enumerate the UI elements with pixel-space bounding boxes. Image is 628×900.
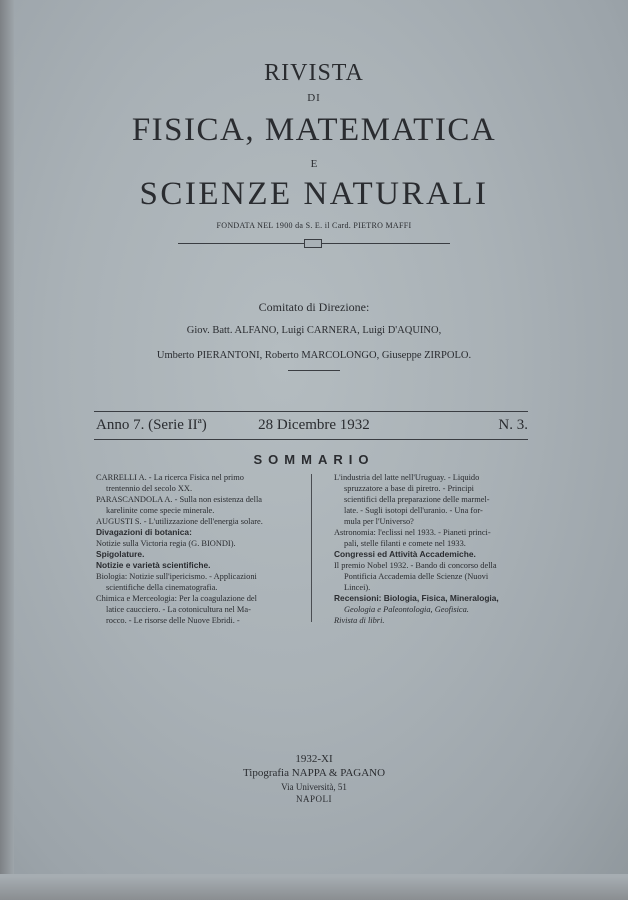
sommario-entry: karelinite come specie minerale. xyxy=(106,506,215,515)
committee-members-line1: Giov. Batt. ALFANO, Luigi CARNERA, Luigi D'AQUINO, xyxy=(186,325,442,336)
masthead-e: E xyxy=(310,158,318,170)
sommario-entry: PARASCANDOLA A. - Sulla non esistenza della xyxy=(96,495,263,504)
sommario-entry: Notizie e varietà scientifiche. xyxy=(96,560,211,570)
sommario-heading: SOMMARIO xyxy=(253,452,375,467)
sommario-entry: Il premio Nobel 1932. - Bando di concorso della xyxy=(334,561,497,570)
sommario-entry: spruzzatore a base di piretro. - Principi xyxy=(344,484,474,493)
sommario-entry: Rivista di libri. xyxy=(334,616,385,625)
column-divider xyxy=(311,474,312,622)
sommario-entry: Notizie sulla Victoria regia (G. BIONDI). xyxy=(96,539,236,548)
sommario-entry: CARRELLI A. - La ricerca Fisica nel primo xyxy=(96,473,244,482)
sommario-entry: L'industria del latte nell'Uruguay. - Liquido xyxy=(334,473,480,482)
sommario-left-column xyxy=(96,472,294,626)
issue-rule-bottom xyxy=(94,439,528,440)
sommario-entry: trentennio del secolo XX. xyxy=(106,484,193,493)
imprint-year: 1932-XI xyxy=(295,753,333,765)
committee-rule xyxy=(288,370,340,371)
worn-bottom-edge xyxy=(0,874,628,900)
founding-note: FONDATA NEL 1900 da S. E. il Card. PIETRO MAFFI xyxy=(216,221,412,230)
sommario-entry: Chimica e Merceologia: Per la coagulazione del xyxy=(96,594,257,603)
sommario-entry: Pontificia Accademia delle Scienze (Nuovi xyxy=(344,572,489,581)
imprint-address: Via Università, 51 xyxy=(281,782,347,792)
sommario-entry: mula per l'Universo? xyxy=(344,517,414,526)
imprint-printer: Tipografia NAPPA & PAGANO xyxy=(242,767,386,779)
sommario-entry: Congressi ed Attività Accademiche. xyxy=(334,549,476,559)
sommario-entry: Recensioni: Biologia, Fisica, Mineralogia, xyxy=(334,593,499,603)
masthead-title-line1: FISICA, MATEMATICA xyxy=(131,112,497,148)
sommario-right-column xyxy=(334,472,530,626)
masthead-di: DI xyxy=(307,92,321,104)
issue-rule-top xyxy=(94,411,528,412)
sommario-entry: AUGUSTI S. - L'utilizzazione dell'energia solare. xyxy=(96,517,263,526)
committee-members-line2: Umberto PIERANTONI, Roberto MARCOLONGO, Giuseppe ZIRPOLO. xyxy=(156,350,472,361)
sommario-entry: scientifiche della cinematografia. xyxy=(106,583,218,592)
issue-year-series: Anno 7. (Serie IIª) xyxy=(96,417,207,433)
issue-date: 28 Dicembre 1932 xyxy=(258,417,370,433)
issue-number: N. 3. xyxy=(498,417,528,433)
sommario-entry: late. - Sugli isotopi dell'uranio. - Una for- xyxy=(344,506,483,515)
sommario-entry: rocco. - Le risorse delle Nuove Ebridi. - xyxy=(106,616,240,625)
sommario-entry: Astronomia: l'eclissi nel 1933. - Pianeti princi- xyxy=(334,528,491,537)
committee-heading: Comitato di Direzione: xyxy=(258,300,370,314)
sommario-entry: scientifici della preparazione delle marmel- xyxy=(344,495,490,504)
sommario-entry: latice caucciero. - La cotonicultura nel Ma- xyxy=(106,605,251,614)
imprint-city: NAPOLI xyxy=(296,794,332,804)
sommario-entry: Geologia e Paleontologia, Geofisica. xyxy=(344,605,469,614)
sommario-entry: Biologia: Notizie sull'ipericismo. - Applicazioni xyxy=(96,572,257,581)
masthead-rivista: RIVISTA xyxy=(264,60,364,86)
ornament xyxy=(304,239,322,248)
sommario-entry: Lincei). xyxy=(344,583,371,592)
sommario-entry: Divagazioni di botanica: xyxy=(96,527,192,537)
sommario-entry: pali, stelle filanti e comete nel 1933. xyxy=(344,539,466,548)
masthead-title-line2: SCIENZE NATURALI xyxy=(139,176,489,212)
sommario-entry: Spigolature. xyxy=(96,549,145,559)
